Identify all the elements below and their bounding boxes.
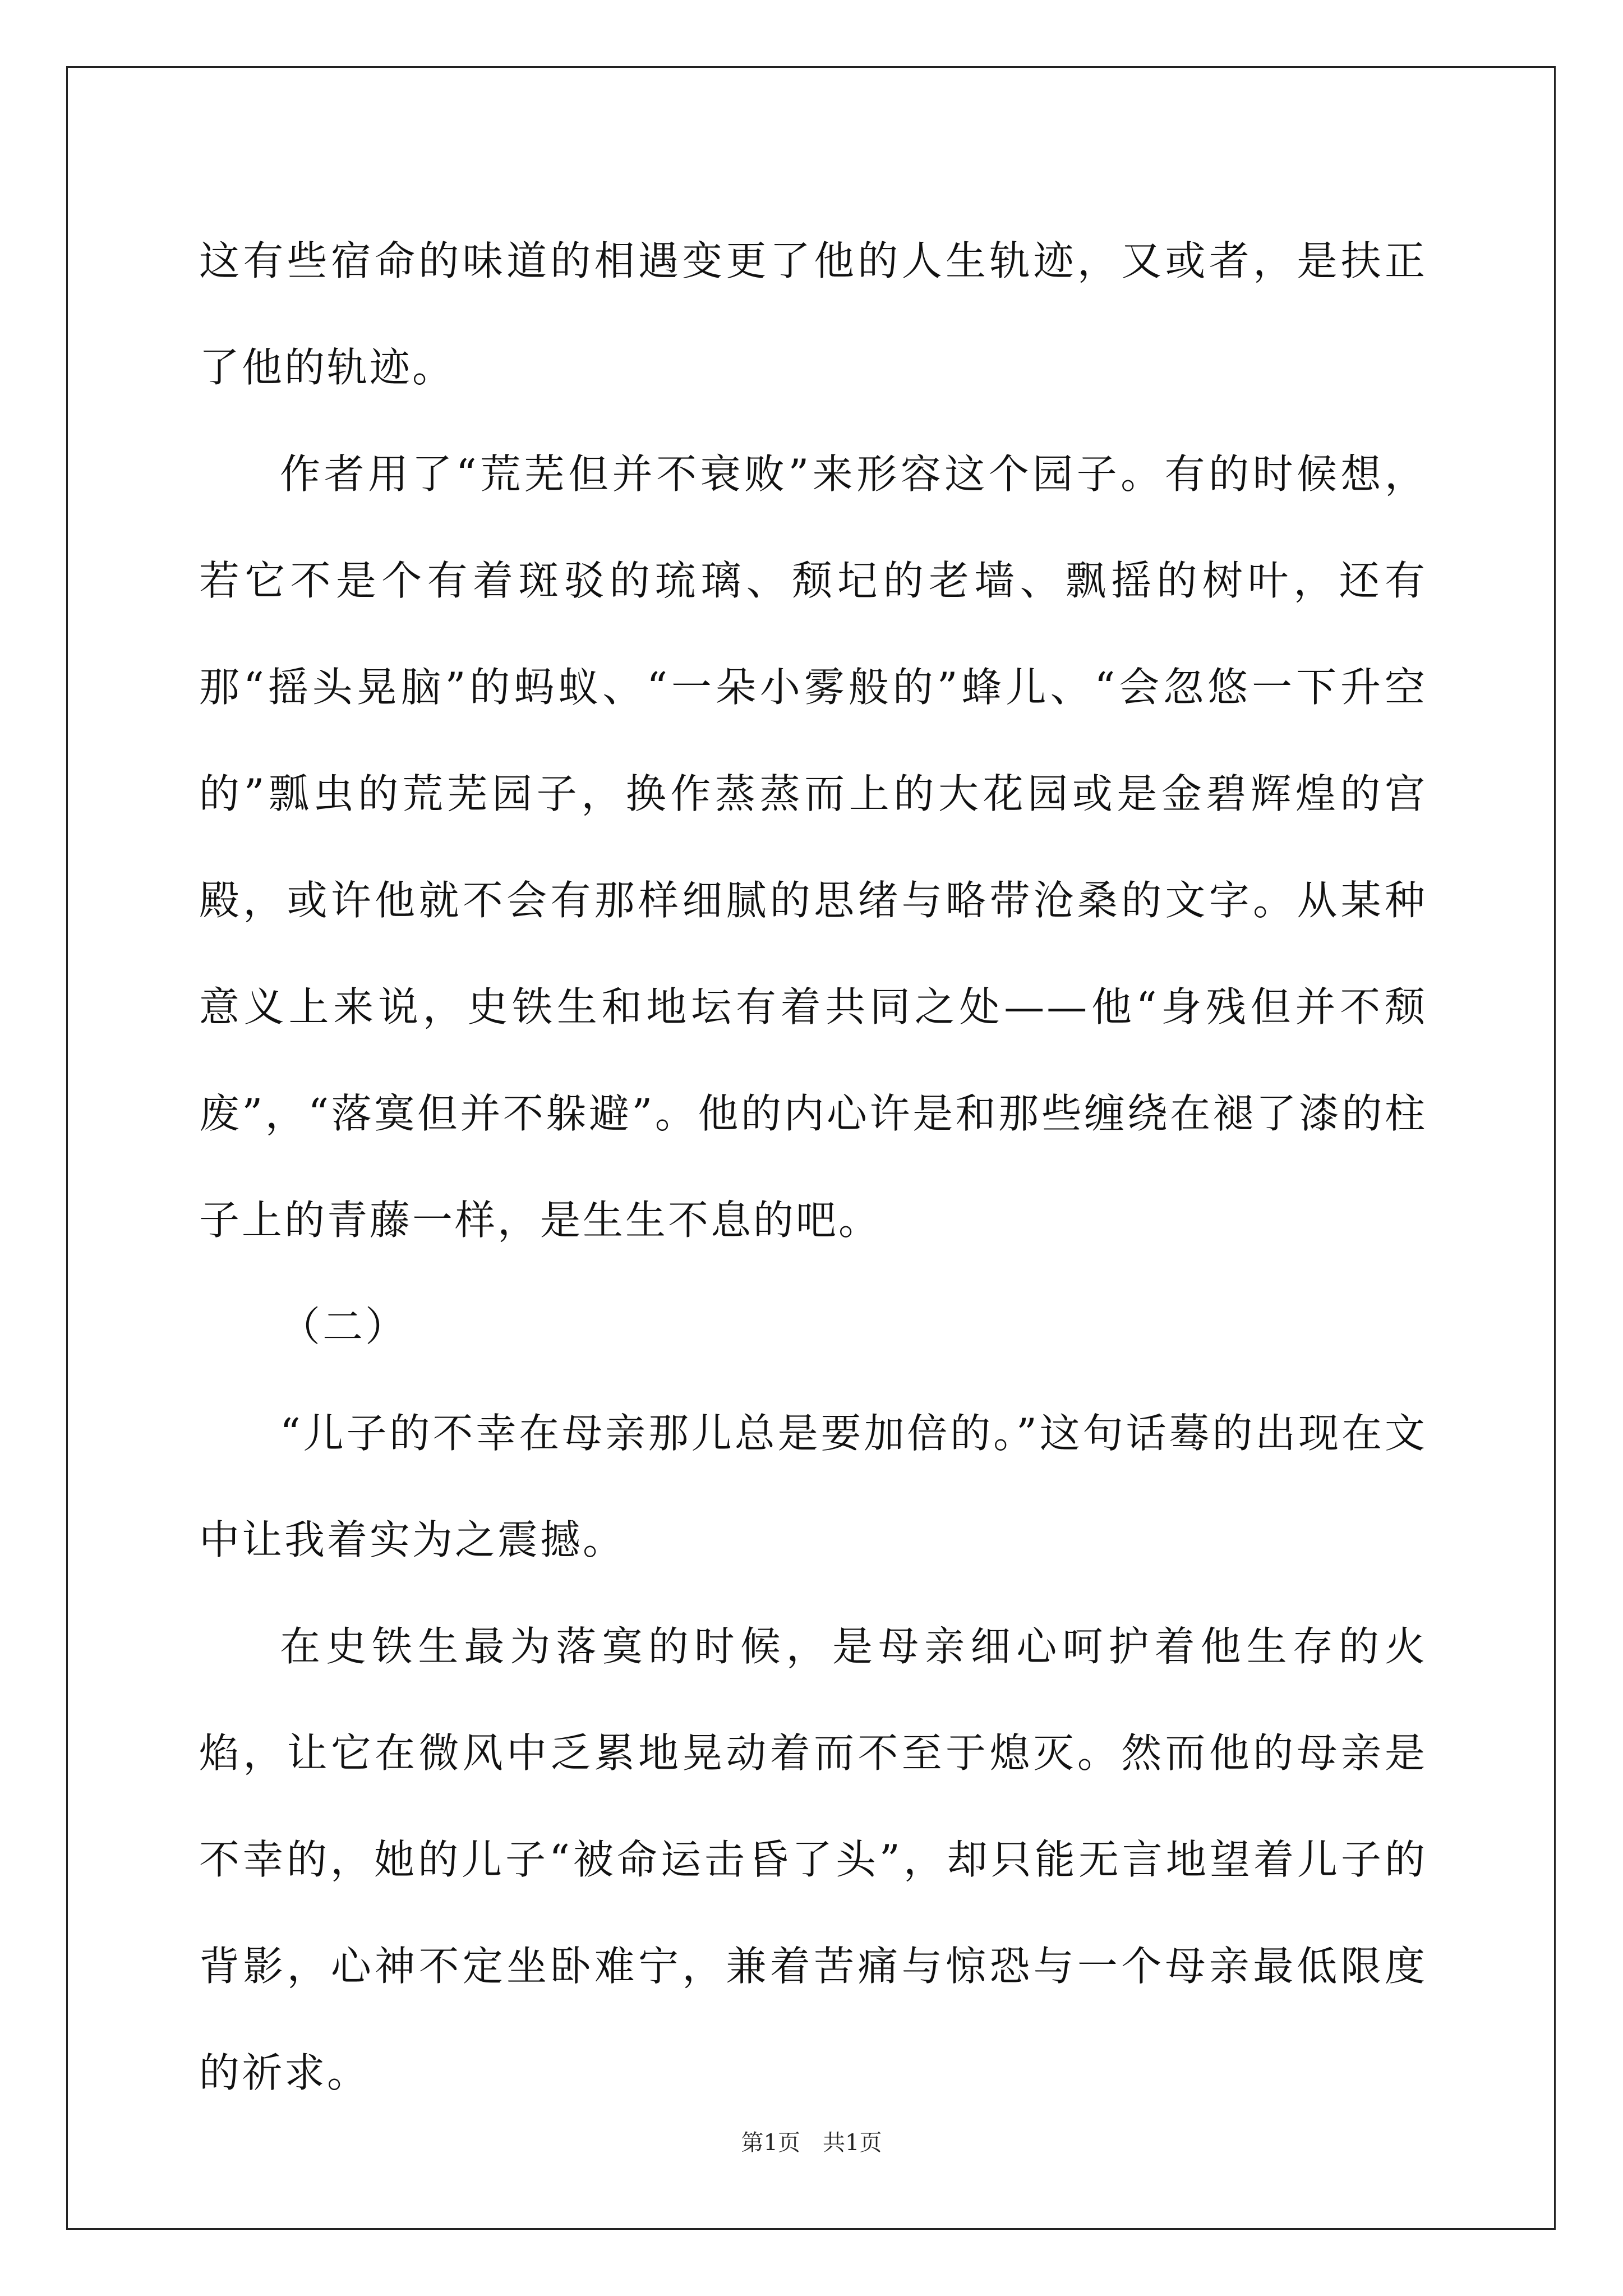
page-footer bbox=[0, 2129, 1623, 2157]
paragraph-1: 这有些宿命的味道的相遇变更了他的人生轨迹，又或者，是扶正了他的轨迹。 bbox=[199, 237, 1427, 391]
section-heading: （二） bbox=[280, 1303, 408, 1350]
paragraph-4: 在史铁生最为落寞的时候，是母亲细心呵护着他生存的火焰，让它在微风中乏累地晃动着而不至于熄灭。然而他的母亲是不幸的，她的儿子“被命运击昏了头”，却只能无言地望着儿子的背影，心神不定坐卧难宁，兼着苦痛与惊恐与一个母亲最低限度的祈求。 bbox=[199, 1623, 1427, 2096]
page-total: 共1页 bbox=[823, 2130, 882, 2156]
document-body bbox=[199, 208, 1427, 2126]
page-number: 第1页 bbox=[741, 2130, 800, 2156]
paragraph-2: 作者用了“荒芜但并不衰败”来形容这个园子。有的时候想，若它不是个有着斑驳的琉璃、颓圮的老墙、飘摇的树叶，还有那“摇头晃脑”的蚂蚁、“一朵小雾般的”蜂儿、“会忽悠一下升空的”瓢虫的荒芜园子，换作蒸蒸而上的大花园或是金碧辉煌的宫殿，或许他就不会有那样细腻的思绪与略带沧桑的文字。从某种意义上来说，史铁生和地坛有着共同之处——他“身残但并不颓废”，“落寞但并不躲避”。他的内心许是和那些缠绕在褪了漆的柱子上的青藤一样，是生生不息的吧。 bbox=[199, 450, 1427, 1244]
paragraph-3: “儿子的不幸在母亲那儿总是要加倍的。”这句话蓦的出现在文中让我着实为之震撼。 bbox=[199, 1410, 1427, 1563]
